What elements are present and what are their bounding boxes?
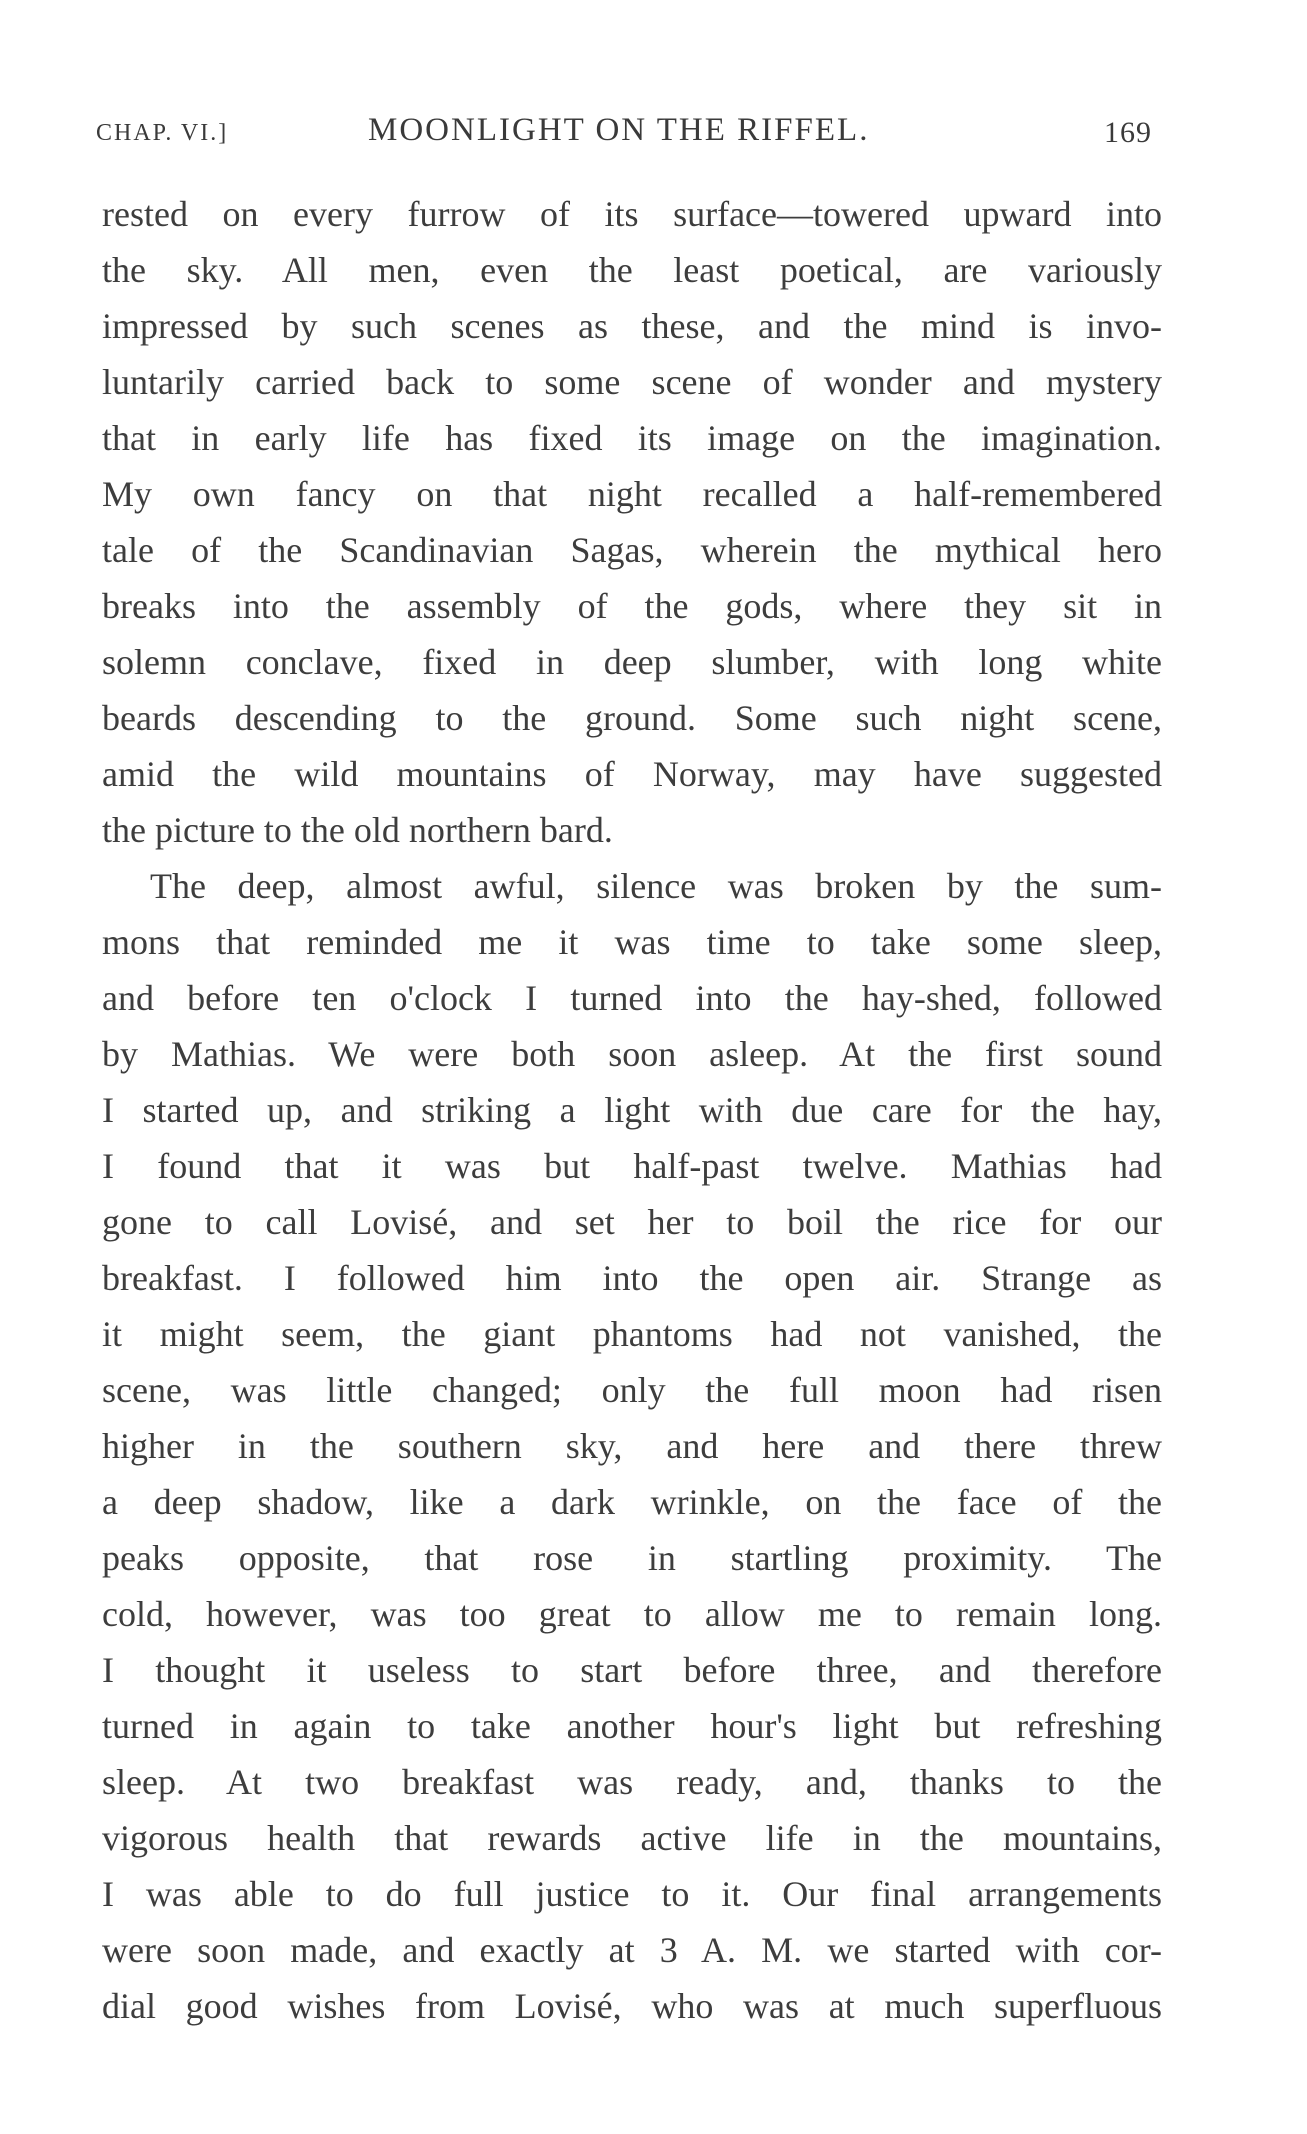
text-line: and before ten o'clock I turned into the hay-shed, followed: [102, 978, 1162, 1018]
page-number: 169: [1104, 116, 1152, 149]
paragraph-start-line: The deep, almost awful, silence was broken by the sum-: [150, 866, 1162, 906]
text-line: that in early life has fixed its image on the imagination.: [102, 418, 1162, 458]
text-line: mons that reminded me it was time to take some sleep,: [102, 922, 1162, 962]
body-text: [102, 186, 1162, 2034]
text-line: cold, however, was too great to allow me to remain long.: [102, 1594, 1162, 1634]
text-line: were soon made, and exactly at 3 A. M. we started with cor-: [102, 1930, 1162, 1970]
text-line: tale of the Scandinavian Sagas, wherein the mythical hero: [102, 530, 1162, 570]
text-line: dial good wishes from Lovisé, who was at much superfluous: [102, 1986, 1162, 2026]
text-line: it might seem, the giant phantoms had not vanished, the: [102, 1314, 1162, 1354]
text-line: I thought it useless to start before three, and therefore: [102, 1650, 1162, 1690]
text-line: amid the wild mountains of Norway, may have suggested: [102, 754, 1162, 794]
text-line: rested on every furrow of its surface—towered upward into: [102, 194, 1162, 234]
text-line: I was able to do full justice to it. Our final arrangements: [102, 1874, 1162, 1914]
text-line: luntarily carried back to some scene of wonder and mystery: [102, 362, 1162, 402]
running-header: [96, 112, 1152, 160]
text-line: scene, was little changed; only the full moon had risen: [102, 1370, 1162, 1410]
chapter-label: CHAP. VI.]: [96, 120, 229, 146]
text-line: impressed by such scenes as these, and the mind is invo-: [102, 306, 1162, 346]
text-line: sleep. At two breakfast was ready, and, thanks to the: [102, 1762, 1162, 1802]
text-line: My own fancy on that night recalled a half-remembered: [102, 474, 1162, 514]
text-line: turned in again to take another hour's light but refreshing: [102, 1706, 1162, 1746]
text-line: peaks opposite, that rose in startling proximity. The: [102, 1538, 1162, 1578]
text-line: higher in the southern sky, and here and there threw: [102, 1426, 1162, 1466]
text-line: breakfast. I followed him into the open air. Strange as: [102, 1258, 1162, 1298]
text-line: I started up, and striking a light with due care for the hay,: [102, 1090, 1162, 1130]
text-line: I found that it was but half-past twelve. Mathias had: [102, 1146, 1162, 1186]
text-line: by Mathias. We were both soon asleep. At the first sound: [102, 1034, 1162, 1074]
text-line: beards descending to the ground. Some such night scene,: [102, 698, 1162, 738]
text-line: the sky. All men, even the least poetical, are variously: [102, 250, 1162, 290]
running-title: MOONLIGHT ON THE RIFFEL.: [368, 112, 870, 148]
text-line: solemn conclave, fixed in deep slumber, with long white: [102, 642, 1162, 682]
text-line: a deep shadow, like a dark wrinkle, on the face of the: [102, 1482, 1162, 1522]
text-line: gone to call Lovisé, and set her to boil the rice for our: [102, 1202, 1162, 1242]
text-line: breaks into the assembly of the gods, where they sit in: [102, 586, 1162, 626]
text-line: the picture to the old northern bard.: [102, 810, 613, 850]
text-line: vigorous health that rewards active life in the mountains,: [102, 1818, 1162, 1858]
